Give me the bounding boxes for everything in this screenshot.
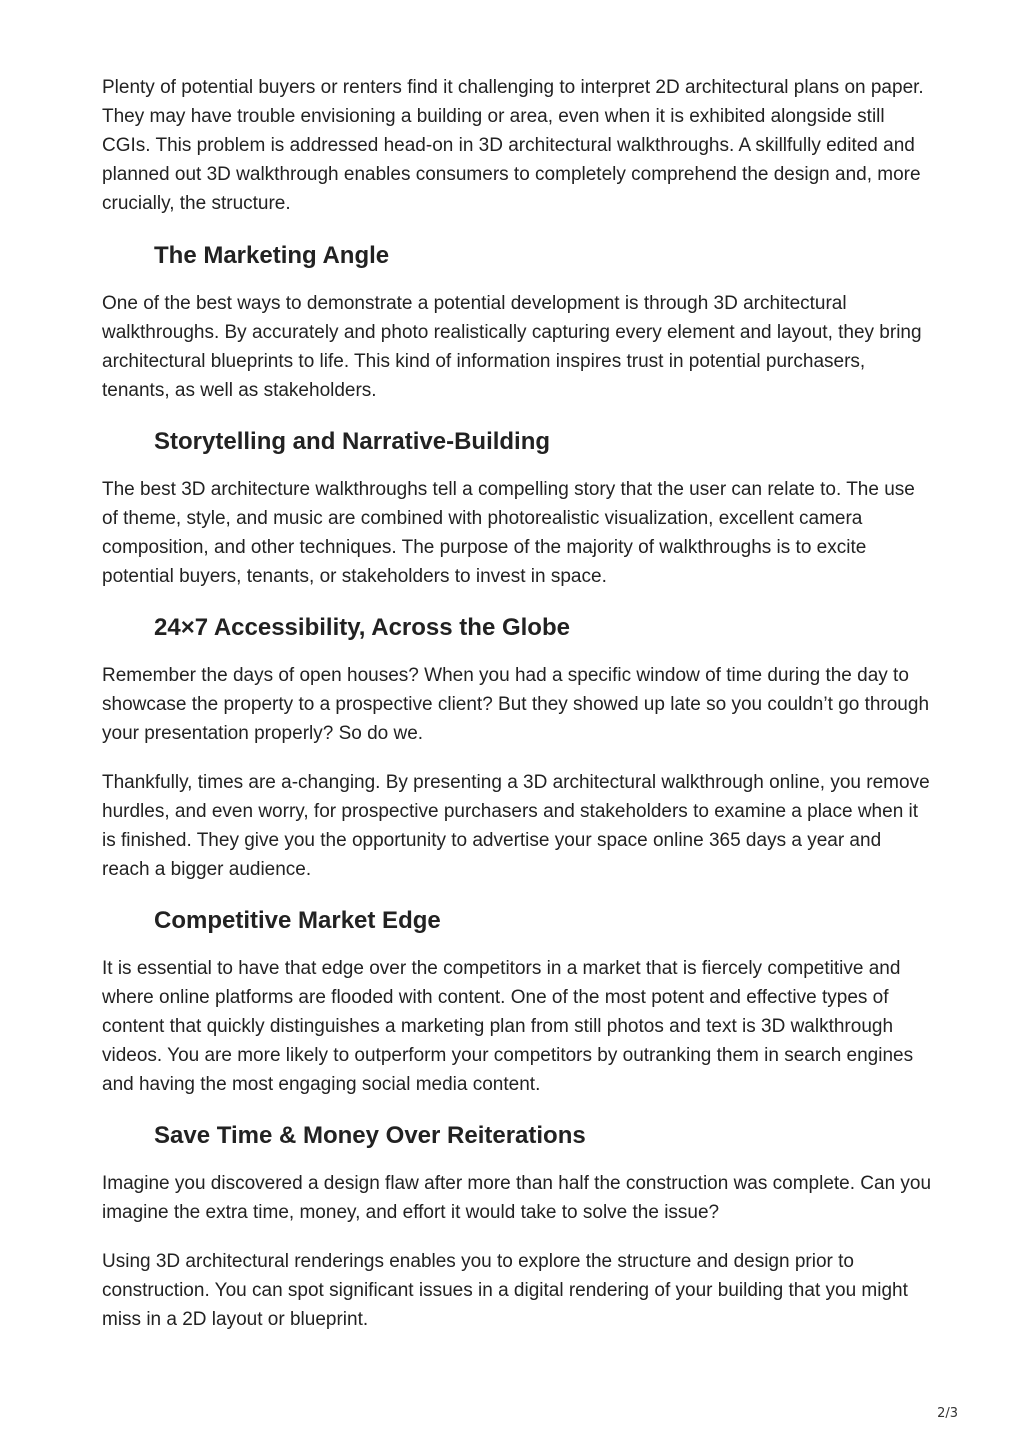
- section-heading: Save Time & Money Over Reiterations: [154, 1122, 586, 1149]
- section-paragraph: The best 3D architecture walkthroughs tell a compelling story that the user can relate to. The use of theme, style, and music are combined with photorealistic visualization, excellent camera composition, and other techniques. The purpose of the majority of walkthroughs is to excite potential buyers, tenants, or stakeholders to invest in space.: [102, 479, 915, 587]
- section-heading: 24×7 Accessibility, Across the Globe: [154, 614, 570, 641]
- section-paragraph: Thankfully, times are a-changing. By presenting a 3D architectural walkthrough online, you remove hurdles, and even worry, for prospective purchasers and stakeholders to examine a place when it is finished. They give you the opportunity to advertise your space online 365 days a year and reach a bigger audience.: [102, 772, 930, 880]
- page-number: 2/3: [937, 1406, 958, 1421]
- section-paragraph: It is essential to have that edge over the competitors in a market that is fiercely competitive and where online platforms are flooded with content. One of the most potent and effective types of content that quickly distinguishes a marketing plan from still photos and text is 3D walkthrough videos. You are more likely to outperform your competitors by outranking them in search engines and having the most engaging social media content.: [102, 958, 914, 1095]
- section-heading: The Marketing Angle: [154, 242, 390, 269]
- section-paragraph: One of the best ways to demonstrate a potential development is through 3D architectural walkthroughs. By accurately and photo realistically capturing every element and layout, they bring architectural blueprints to life. This kind of information inspires trust in potential purchasers, tenants, as well as stakeholders.: [102, 293, 922, 401]
- section-paragraph: Imagine you discovered a design flaw after more than half the construction was complete. Can you imagine the extra time, money, and effort it would take to solve the issue?: [102, 1173, 932, 1223]
- section-heading: Storytelling and Narrative-Building: [154, 428, 551, 455]
- section-heading: Competitive Market Edge: [154, 907, 441, 934]
- section-paragraph: Using 3D architectural renderings enables you to explore the structure and design prior to construction. You can spot significant issues in a digital rendering of your building that you might miss in a 2D layout or blueprint.: [102, 1251, 908, 1330]
- section-accessibility: [102, 612, 932, 884]
- section-paragraph: Remember the days of open houses? When you had a specific window of time during the day to showcase the property to a prospective client? But they showed up late so you couldn’t go through your presentation properly? So do we.: [102, 665, 930, 744]
- intro-paragraph: Plenty of potential buyers or renters find it challenging to interpret 2D architectural plans on paper. They may have trouble envisioning a building or area, even when it is exhibited alongside still CGIs. This problem is addressed head-on in 3D architectural walkthroughs. A skillfully edited and planned out 3D walkthrough enables consumers to completely comprehend the design and, more crucially, the structure.: [102, 77, 924, 214]
- section-marketing-angle: [102, 240, 932, 405]
- section-competitive-edge: [102, 905, 932, 1099]
- section-save-time-money: [102, 1120, 932, 1334]
- document-page: [102, 73, 932, 1355]
- section-storytelling: [102, 426, 932, 591]
